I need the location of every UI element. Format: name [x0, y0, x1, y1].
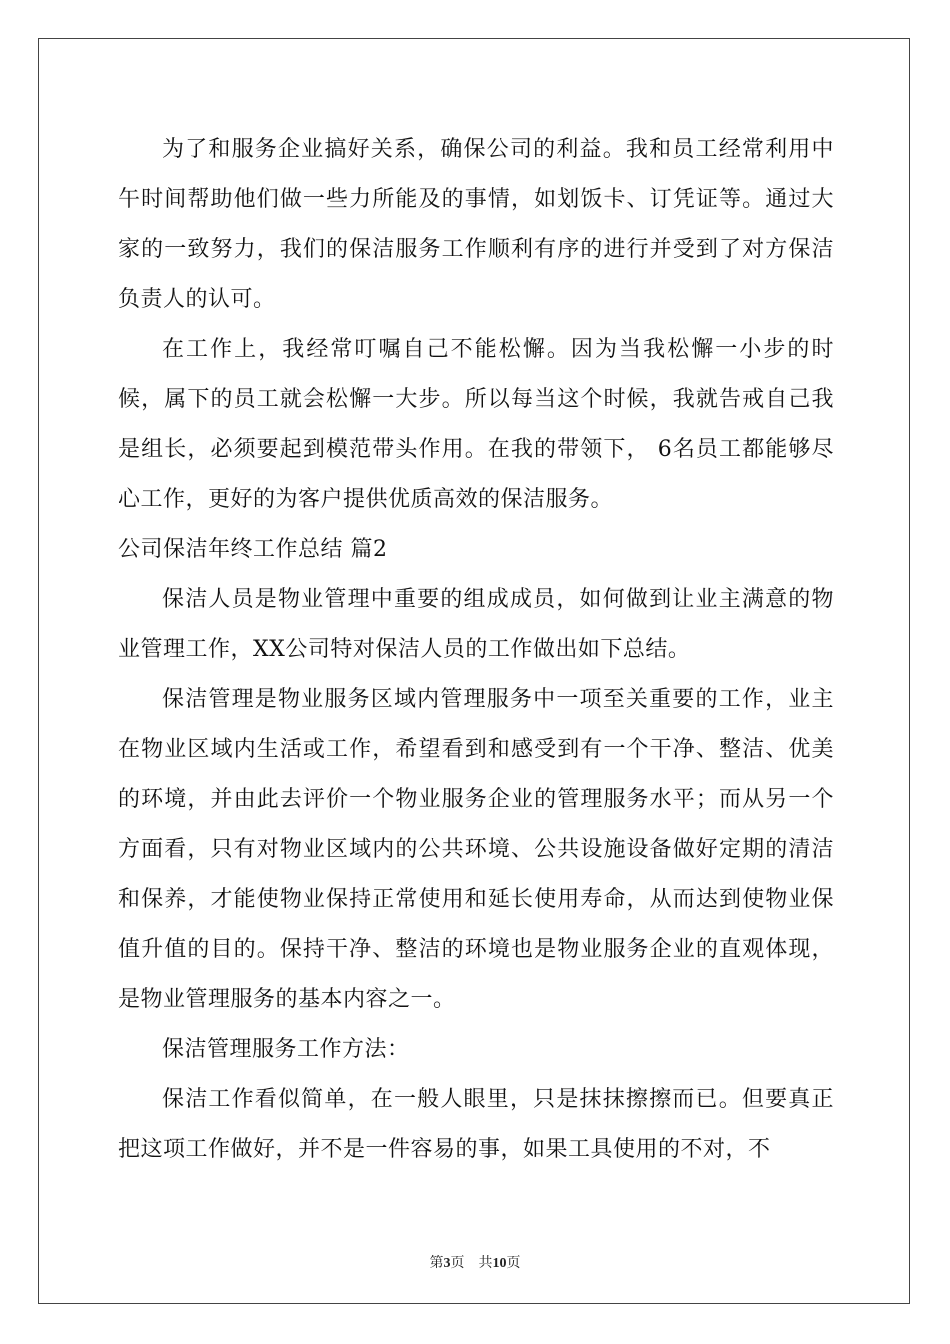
document-body [118, 125, 834, 1175]
paragraph-1: 为了和服务企业搞好关系，确保公司的利益。我和员工经常利用中午时间帮助他们做一些力所能及的事情，如划饭卡、订凭证等。通过大家的一致努力，我们的保洁服务工作顺利有序的进行并受到了对方保洁负责人的认可。 [118, 137, 834, 312]
footer-suffix: 页 [506, 1255, 521, 1271]
paragraph-2: 在工作上，我经常叮嘱自己不能松懈。因为当我松懈一小步的时候，属下的员工就会松懈一大步。所以每当这个时候，我就告戒自己我是组长，必须要起到模范带头作用。在我的带领下， 6名员工都能够尽心工作，更好的为客户提供优质高效的保洁服务。 [118, 337, 834, 512]
current-page-number: 3 [443, 1256, 451, 1271]
total-pages-number: 10 [492, 1256, 507, 1271]
paragraph-6: 保洁工作看似简单，在一般人眼里，只是抹抹擦擦而已。但要真正把这项工作做好，并不是一件容易的事，如果工具使用的不对，不 [118, 1087, 834, 1162]
paragraph-4: 保洁管理是物业服务区域内管理服务中一项至关重要的工作，业主在物业区域内生活或工作，希望看到和感受到有一个干净、整洁、优美的环境，并由此去评价一个物业服务企业的管理服务水平；而从另一个方面看，只有对物业区域内的公共环境、公共设施设备做好定期的清洁和保养，才能使物业保持正常使用和延长使用寿命，从而达到使物业保值升值的目的。保持干净、整洁的环境也是物业服务企业的直观体现，是物业管理服务的基本内容之一。 [118, 687, 834, 1012]
paragraph-5: 保洁管理服务工作方法： [162, 1037, 410, 1062]
paragraph-3: 保洁人员是物业管理中重要的组成成员，如何做到让业主满意的物业管理工作，XX公司特对保洁人员的工作做出如下总结。 [118, 587, 834, 662]
page-footer [0, 1252, 950, 1272]
footer-mid: 页 共 [450, 1255, 493, 1271]
section-heading: 公司保洁年终工作总结 篇2 [118, 537, 388, 562]
footer-prefix: 第 [429, 1255, 444, 1271]
